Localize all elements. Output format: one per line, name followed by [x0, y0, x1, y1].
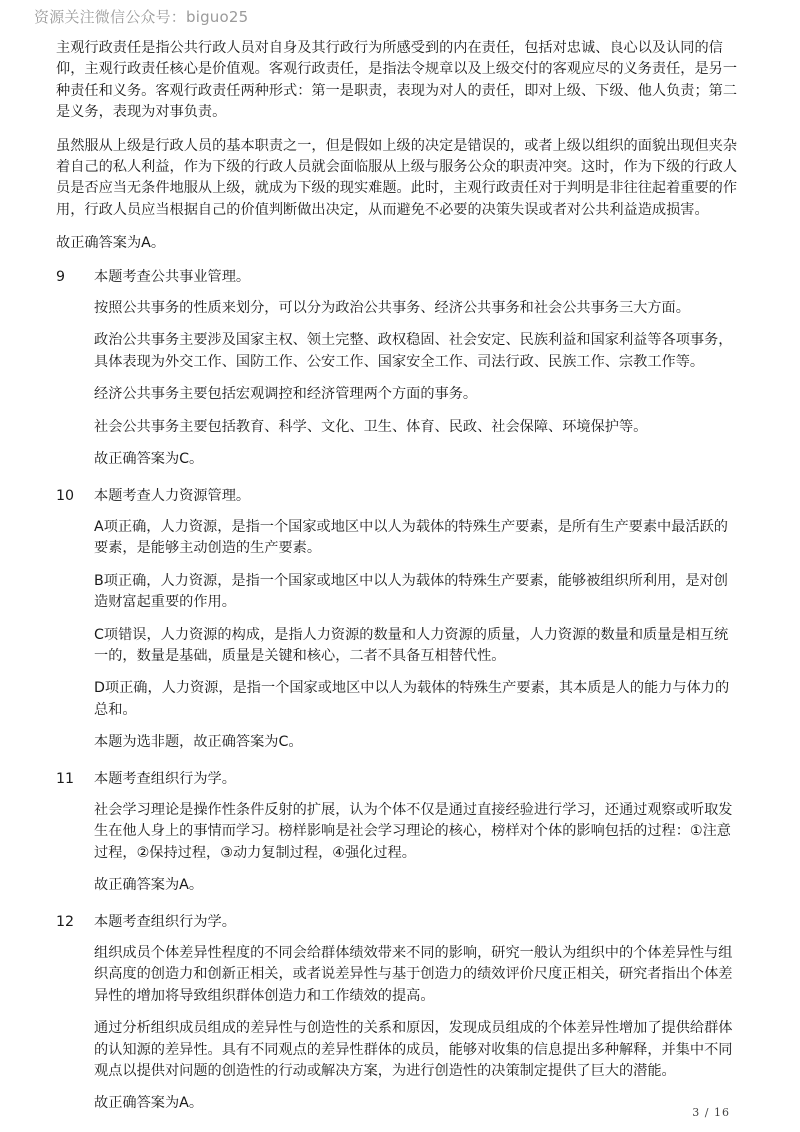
item-body	[94, 769, 742, 908]
item-heading: 本题考查人力资源管理。	[94, 487, 251, 504]
item-paragraph: 政治公共事务主要涉及国家主权、领土完整、政权稳固、社会安定、民族利益和国家利益等各项事务，具体表现为外交工作、国防工作、公安工作、国家安全工作、司法行政、民族工作、宗教工作等。	[94, 332, 733, 370]
item-heading: 本题考查组织行为学。	[94, 770, 236, 787]
item-paragraph: 社会公共事务主要包括教育、科学、文化、卫生、体育、民政、社会保障、环境保护等。	[94, 418, 648, 435]
watermark-text: 资源关注微信公众号：biguo25	[34, 8, 249, 26]
item-answer: 故正确答案为A。	[94, 1095, 204, 1112]
item-heading: 本题考查公共事业管理。	[94, 268, 251, 285]
item-paragraph: B项正确，人力资源，是指一个国家或地区中以人为载体的特殊生产要素，能够被组织所利用，是对创造财富起重要的作用。	[94, 572, 728, 611]
page-indicator	[692, 1106, 730, 1119]
item-body	[94, 267, 742, 482]
item-body	[94, 912, 742, 1126]
item-paragraph: C项错误，人力资源的构成，是指人力资源的数量和人力资源的质量，人力资源的数量和质量是相互统一的，数量是基础，质量是关键和核心，二者不具备互相替代性。	[94, 626, 729, 664]
item-heading: 本题考查组织行为学。	[94, 913, 236, 930]
item-paragraph: D项正确，人力资源，是指一个国家或地区中以人为载体的特殊生产要素，其本质是人的能力与体力的总和。	[94, 680, 730, 718]
item-paragraph: 按照公共事务的性质来划分，可以分为政治公共事务、经济公共事务和社会公共事务三大方面。	[94, 300, 690, 317]
total-pages: 16	[714, 1106, 730, 1119]
item-paragraph: 通过分析组织成员组成的差异性与创造性的关系和原因，发现成员组成的个体差异性增加了提供给群体的认知源的差异性。具有不同观点的差异性群体的成员，能够对收集的信息提出多种解释，并集中不同观点以提供对问题的创造性的行动或解决方案，为进行创造性的决策制定提供了巨大的潜能。	[94, 1020, 733, 1080]
item-paragraph: 组织成员个体差异性程度的不同会给群体绩效带来不同的影响，研究一般认为组织中的个体差异性与组织高度的创造力和创新正相关，或者说差异性与基于创造力的绩效评价尺度正相关，研究者指出个体差异性的增加将导致组织群体创造力和工作绩效的提高。	[94, 945, 733, 1004]
answer-item-10	[56, 486, 742, 765]
item-paragraph: 经济公共事务主要包括宏观调控和经济管理两个方面的事务。	[94, 386, 478, 403]
item-number: 9	[56, 268, 66, 285]
item-number: 12	[56, 913, 75, 930]
intro-answer: 故正确答案为A。	[56, 235, 166, 252]
item-number: 11	[56, 770, 75, 787]
page-separator: /	[704, 1106, 710, 1119]
item-number: 10	[56, 487, 75, 504]
item-paragraph: 社会学习理论是操作性条件反射的扩展，认为个体不仅是通过直接经验进行学习，还通过观察或听取发生在他人身上的事情而学习。榜样影响是社会学习理论的核心，榜样对个体的影响包括的过程：①注意过程，②保持过程，③动力复制过程，④强化过程。	[94, 801, 733, 861]
item-answer: 故正确答案为C。	[94, 451, 204, 468]
answer-item-12	[56, 912, 742, 1126]
item-answer: 本题为选非题，故正确答案为C。	[94, 734, 303, 751]
answer-item-9	[56, 267, 742, 482]
item-body	[94, 486, 742, 765]
intro-section	[56, 38, 742, 255]
item-answer: 故正确答案为A。	[94, 877, 204, 894]
document-body	[56, 38, 742, 1130]
current-page: 3	[692, 1106, 701, 1119]
answer-item-11	[56, 769, 742, 908]
item-paragraph: A项正确，人力资源，是指一个国家或地区中以人为载体的特殊生产要素，是所有生产要素中最活跃的要素，是能够主动创造的生产要素。	[94, 518, 728, 557]
intro-paragraph: 主观行政责任是指公共行政人员对自身及其行政行为所感受到的内在责任，包括对忠诚、良心以及认同的信仰，主观行政责任核心是价值观。客观行政责任，是指法令规章以及上级交付的客观应尽的义务责任，是另一种责任和义务。客观行政责任两种形式：第一是职责，表现为对人的责任，即对上级、下级、他人负责；第二是义务，表现为对事负责。	[56, 40, 738, 121]
intro-paragraph: 虽然服从上级是行政人员的基本职责之一，但是假如上级的决定是错误的，或者上级以组织的面貌出现但夹杂着自己的私人利益，作为下级的行政人员就会面临服从上级与服务公众的职责冲突。这时，作为下级的行政人员是否应当无条件地服从上级，就成为下级的现实难题。此时，主观行政责任对于判明是非往往起着重要的作用，行政人员应当根据自己的价值判断做出决定，从而避免不必要的决策失误或者对公共利益造成损害。	[56, 137, 738, 218]
